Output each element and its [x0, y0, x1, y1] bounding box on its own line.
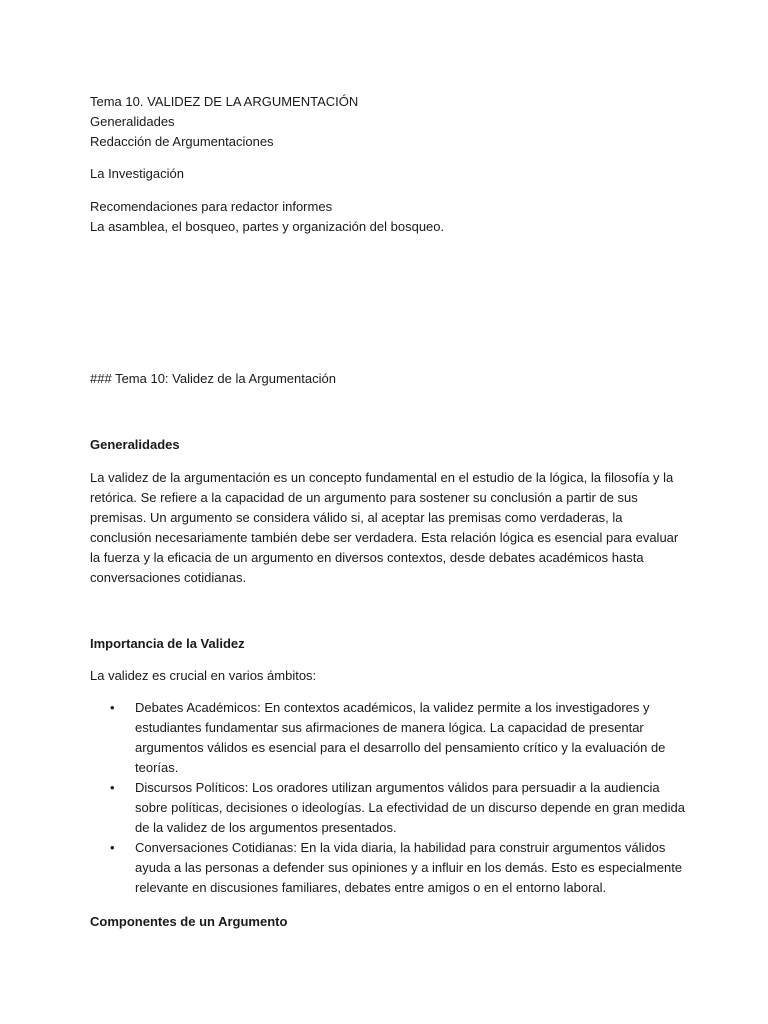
bullet-icon: •	[110, 780, 115, 795]
section-title-generalidades: Generalidades	[90, 437, 180, 452]
toc-item-asamblea: La asamblea, el bosqueo, partes y organización del bosqueo.	[90, 219, 445, 234]
toc-title: Tema 10. VALIDEZ DE LA ARGUMENTACIÓN	[90, 94, 359, 109]
list-item	[90, 838, 690, 898]
list-item-text: Conversaciones Cotidianas: En la vida diaria, la habilidad para construir argumentos válidos ayuda a las personas a defender sus opiniones y a influir en los demás. Esto es especialmente relevante en discusiones familiares, debates entre amigos o en el entorno laboral.	[135, 840, 683, 895]
paragraph-importancia-intro: La validez es crucial en varios ámbitos:	[90, 668, 317, 683]
section-title-importancia: Importancia de la Validez	[90, 636, 245, 651]
importancia-bullet-list	[90, 698, 690, 898]
list-item-text: Debates Académicos: En contextos académicos, la validez permite a los investigadores y estudiantes fundamentar sus afirmaciones de manera lógica. La capacidad de presentar argumentos válidos es esencial para el desarrollo del pensamiento crítico y la evaluación de teorías.	[135, 700, 666, 775]
bullet-icon: •	[110, 700, 115, 715]
toc-item-recomendaciones: Recomendaciones para redactor informes	[90, 199, 333, 214]
list-item	[90, 778, 690, 838]
toc-item-redaccion: Redacción de Argumentaciones	[90, 134, 274, 149]
section-title-componentes: Componentes de un Argumento	[90, 914, 288, 929]
bullet-icon: •	[110, 840, 115, 855]
paragraph-generalidades: La validez de la argumentación es un concepto fundamental en el estudio de la lógica, la filosofía y la retórica. Se refiere a la capacidad de un argumento para sostener su conclusión a partir de sus premisas. Un argumento se considera válido si, al aceptar las premisas como verdaderas, la conclusión necesariamente también debe ser verdadera. Esta relación lógica es esencial para evaluar la fuerza y la eficacia de un argumento en diversos contextos, desde debates académicos hasta conversaciones cotidianas.	[90, 470, 679, 585]
toc-item-generalidades: Generalidades	[90, 114, 175, 129]
document-heading: ### Tema 10: Validez de la Argumentación	[90, 371, 336, 386]
list-item	[90, 698, 690, 778]
list-item-text: Discursos Políticos: Los oradores utilizan argumentos válidos para persuadir a la audiencia sobre políticas, decisiones o ideologías. La efectividad de un discurso depende en gran medida de la validez de los argumentos presentados.	[135, 780, 685, 835]
toc-item-investigacion: La Investigación	[90, 166, 184, 181]
